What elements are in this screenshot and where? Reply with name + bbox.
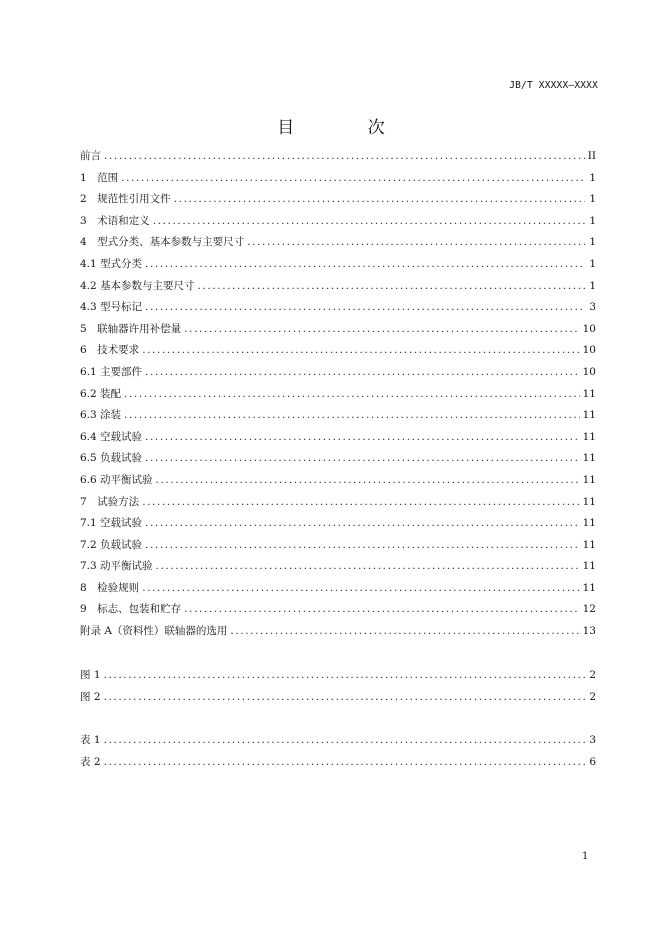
- toc-entry-label: 6.6 动平衡试验: [80, 473, 153, 486]
- toc-entry-page: 2: [589, 690, 596, 703]
- toc-entry-label: 1 范围: [80, 171, 119, 184]
- toc-entry[interactable]: [80, 276, 596, 298]
- toc-figure-list: [80, 665, 596, 708]
- toc-entry[interactable]: [80, 168, 596, 190]
- toc-entry-page: 10: [582, 365, 596, 378]
- toc-entry[interactable]: [80, 492, 596, 514]
- toc-entry-label: 图 2: [80, 690, 101, 703]
- toc-entry-label: 6.1 主要部件: [80, 365, 143, 378]
- toc-entry-page: 13: [582, 625, 596, 638]
- table-entry[interactable]: [80, 752, 596, 774]
- toc-entry[interactable]: [80, 556, 596, 578]
- toc-entry-page: 3: [589, 734, 596, 746]
- dot-leader: [142, 578, 579, 600]
- figure-entry[interactable]: [80, 665, 596, 687]
- toc-entry[interactable]: [80, 448, 596, 470]
- document-code: JB/T XXXXX—XXXX: [509, 80, 598, 91]
- toc-entry-label: 图 1: [80, 669, 101, 681]
- dot-leader: [153, 211, 585, 233]
- toc-entry-page: 2: [589, 669, 596, 681]
- dot-leader: [104, 146, 585, 168]
- toc-entry[interactable]: [80, 513, 596, 535]
- dot-leader: [104, 665, 585, 687]
- toc-entry-page: 10: [582, 344, 596, 357]
- dot-leader: [145, 297, 585, 319]
- toc-entry-label: 附录 A（资料性）联轴器的选用: [80, 625, 228, 638]
- toc-entry[interactable]: [80, 621, 596, 643]
- toc-entry[interactable]: [80, 146, 596, 168]
- toc-entry-label: 6.3 涂装: [80, 409, 122, 422]
- toc-entry-label: 6 技术要求: [80, 344, 140, 357]
- dot-leader: [230, 621, 579, 643]
- toc-entry-page: 12: [582, 603, 596, 616]
- table-entry[interactable]: [80, 730, 596, 752]
- toc-entry[interactable]: [80, 470, 596, 492]
- toc-entry-page: 1: [589, 171, 596, 184]
- toc-entry[interactable]: [80, 297, 596, 319]
- toc-entry-page: 11: [582, 538, 596, 551]
- dot-leader: [121, 168, 585, 190]
- toc-entry-page: 1: [589, 257, 596, 270]
- figure-entry[interactable]: [80, 687, 596, 709]
- toc-entry-label: 5 联轴器许用补偿量: [80, 322, 182, 335]
- dot-leader: [145, 254, 585, 276]
- toc-entry-page: 11: [582, 409, 596, 422]
- dot-leader: [174, 189, 585, 211]
- toc-entry-page: 10: [582, 322, 596, 335]
- dot-leader: [104, 752, 585, 774]
- toc-entry[interactable]: [80, 340, 596, 362]
- toc-entry[interactable]: [80, 405, 596, 427]
- dot-leader: [145, 362, 580, 384]
- toc-entry[interactable]: [80, 599, 596, 621]
- page-number: 1: [582, 851, 589, 862]
- dot-leader: [104, 730, 585, 752]
- toc-entry-page: 11: [582, 581, 596, 594]
- toc-entry[interactable]: [80, 535, 596, 557]
- toc-entry-page: 11: [582, 560, 596, 573]
- toc-entry-label: 表 2: [80, 755, 101, 768]
- dot-leader: [145, 513, 580, 535]
- toc-entry[interactable]: [80, 211, 596, 233]
- toc-entry-page: 1: [589, 193, 596, 206]
- toc-entry-page: 1: [589, 236, 596, 249]
- dot-leader: [145, 427, 580, 449]
- dot-leader: [184, 599, 579, 621]
- toc-entry[interactable]: [80, 232, 596, 254]
- toc-entry-page: 3: [589, 301, 596, 314]
- toc-entry-page: 11: [582, 495, 596, 508]
- dot-leader: [198, 276, 585, 298]
- toc-entry-page: 6: [589, 755, 596, 768]
- toc-entry-label: 4 型式分类、基本参数与主要尺寸: [80, 236, 245, 249]
- dot-leader: [145, 535, 580, 557]
- toc-entry-label: 3 术语和定义: [80, 214, 150, 227]
- dot-leader: [156, 470, 580, 492]
- toc-entry[interactable]: [80, 578, 596, 600]
- toc-entry[interactable]: [80, 384, 596, 406]
- toc-entry-label: 2 规范性引用文件: [80, 193, 171, 206]
- dot-leader: [145, 448, 580, 470]
- toc-entry-label: 8 检验规则: [80, 581, 140, 594]
- toc-entry-page: 11: [582, 452, 596, 465]
- dot-leader: [156, 556, 580, 578]
- toc-entry[interactable]: [80, 189, 596, 211]
- toc-entry-label: 7.1 空载试验: [80, 517, 143, 530]
- toc-entry-page: II: [587, 150, 596, 162]
- toc-entry-label: 前言: [80, 150, 101, 162]
- dot-leader: [184, 319, 579, 341]
- toc-table-list: [80, 730, 596, 773]
- toc-entry-page: 1: [589, 279, 596, 292]
- dot-leader: [124, 384, 580, 406]
- toc-entry-label: 6.2 装配: [80, 387, 122, 400]
- toc-entry[interactable]: [80, 319, 596, 341]
- toc-entry-label: 4.1 型式分类: [80, 257, 143, 270]
- toc-entry-label: 4.3 型号标记: [80, 301, 143, 314]
- toc-entry-page: 11: [582, 473, 596, 486]
- toc-entry-page: 11: [582, 387, 596, 400]
- toc-entry[interactable]: [80, 362, 596, 384]
- toc-entry-page: 1: [589, 214, 596, 227]
- toc-entry-label: 9 标志、包装和贮存: [80, 603, 182, 616]
- toc-entry[interactable]: [80, 254, 596, 276]
- dot-leader: [247, 232, 585, 254]
- dot-leader: [142, 492, 579, 514]
- dot-leader: [142, 340, 579, 362]
- toc-entry-label: 7.2 负载试验: [80, 538, 143, 551]
- toc-entry[interactable]: [80, 427, 596, 449]
- toc-entry-label: 7.3 动平衡试验: [80, 560, 153, 573]
- dot-leader: [104, 687, 585, 709]
- toc-entry-label: 6.4 空载试验: [80, 430, 143, 443]
- toc-entry-label: 4.2 基本参数与主要尺寸: [80, 279, 195, 292]
- toc-entry-label: 6.5 负载试验: [80, 452, 143, 465]
- toc-entry-page: 11: [582, 517, 596, 530]
- toc-entry-label: 7 试验方法: [80, 495, 140, 508]
- toc-main-list: [80, 146, 596, 643]
- toc-entry-page: 11: [582, 430, 596, 443]
- dot-leader: [124, 405, 580, 427]
- page-title: 目 次: [277, 118, 419, 138]
- toc-entry-label: 表 1: [80, 734, 101, 746]
